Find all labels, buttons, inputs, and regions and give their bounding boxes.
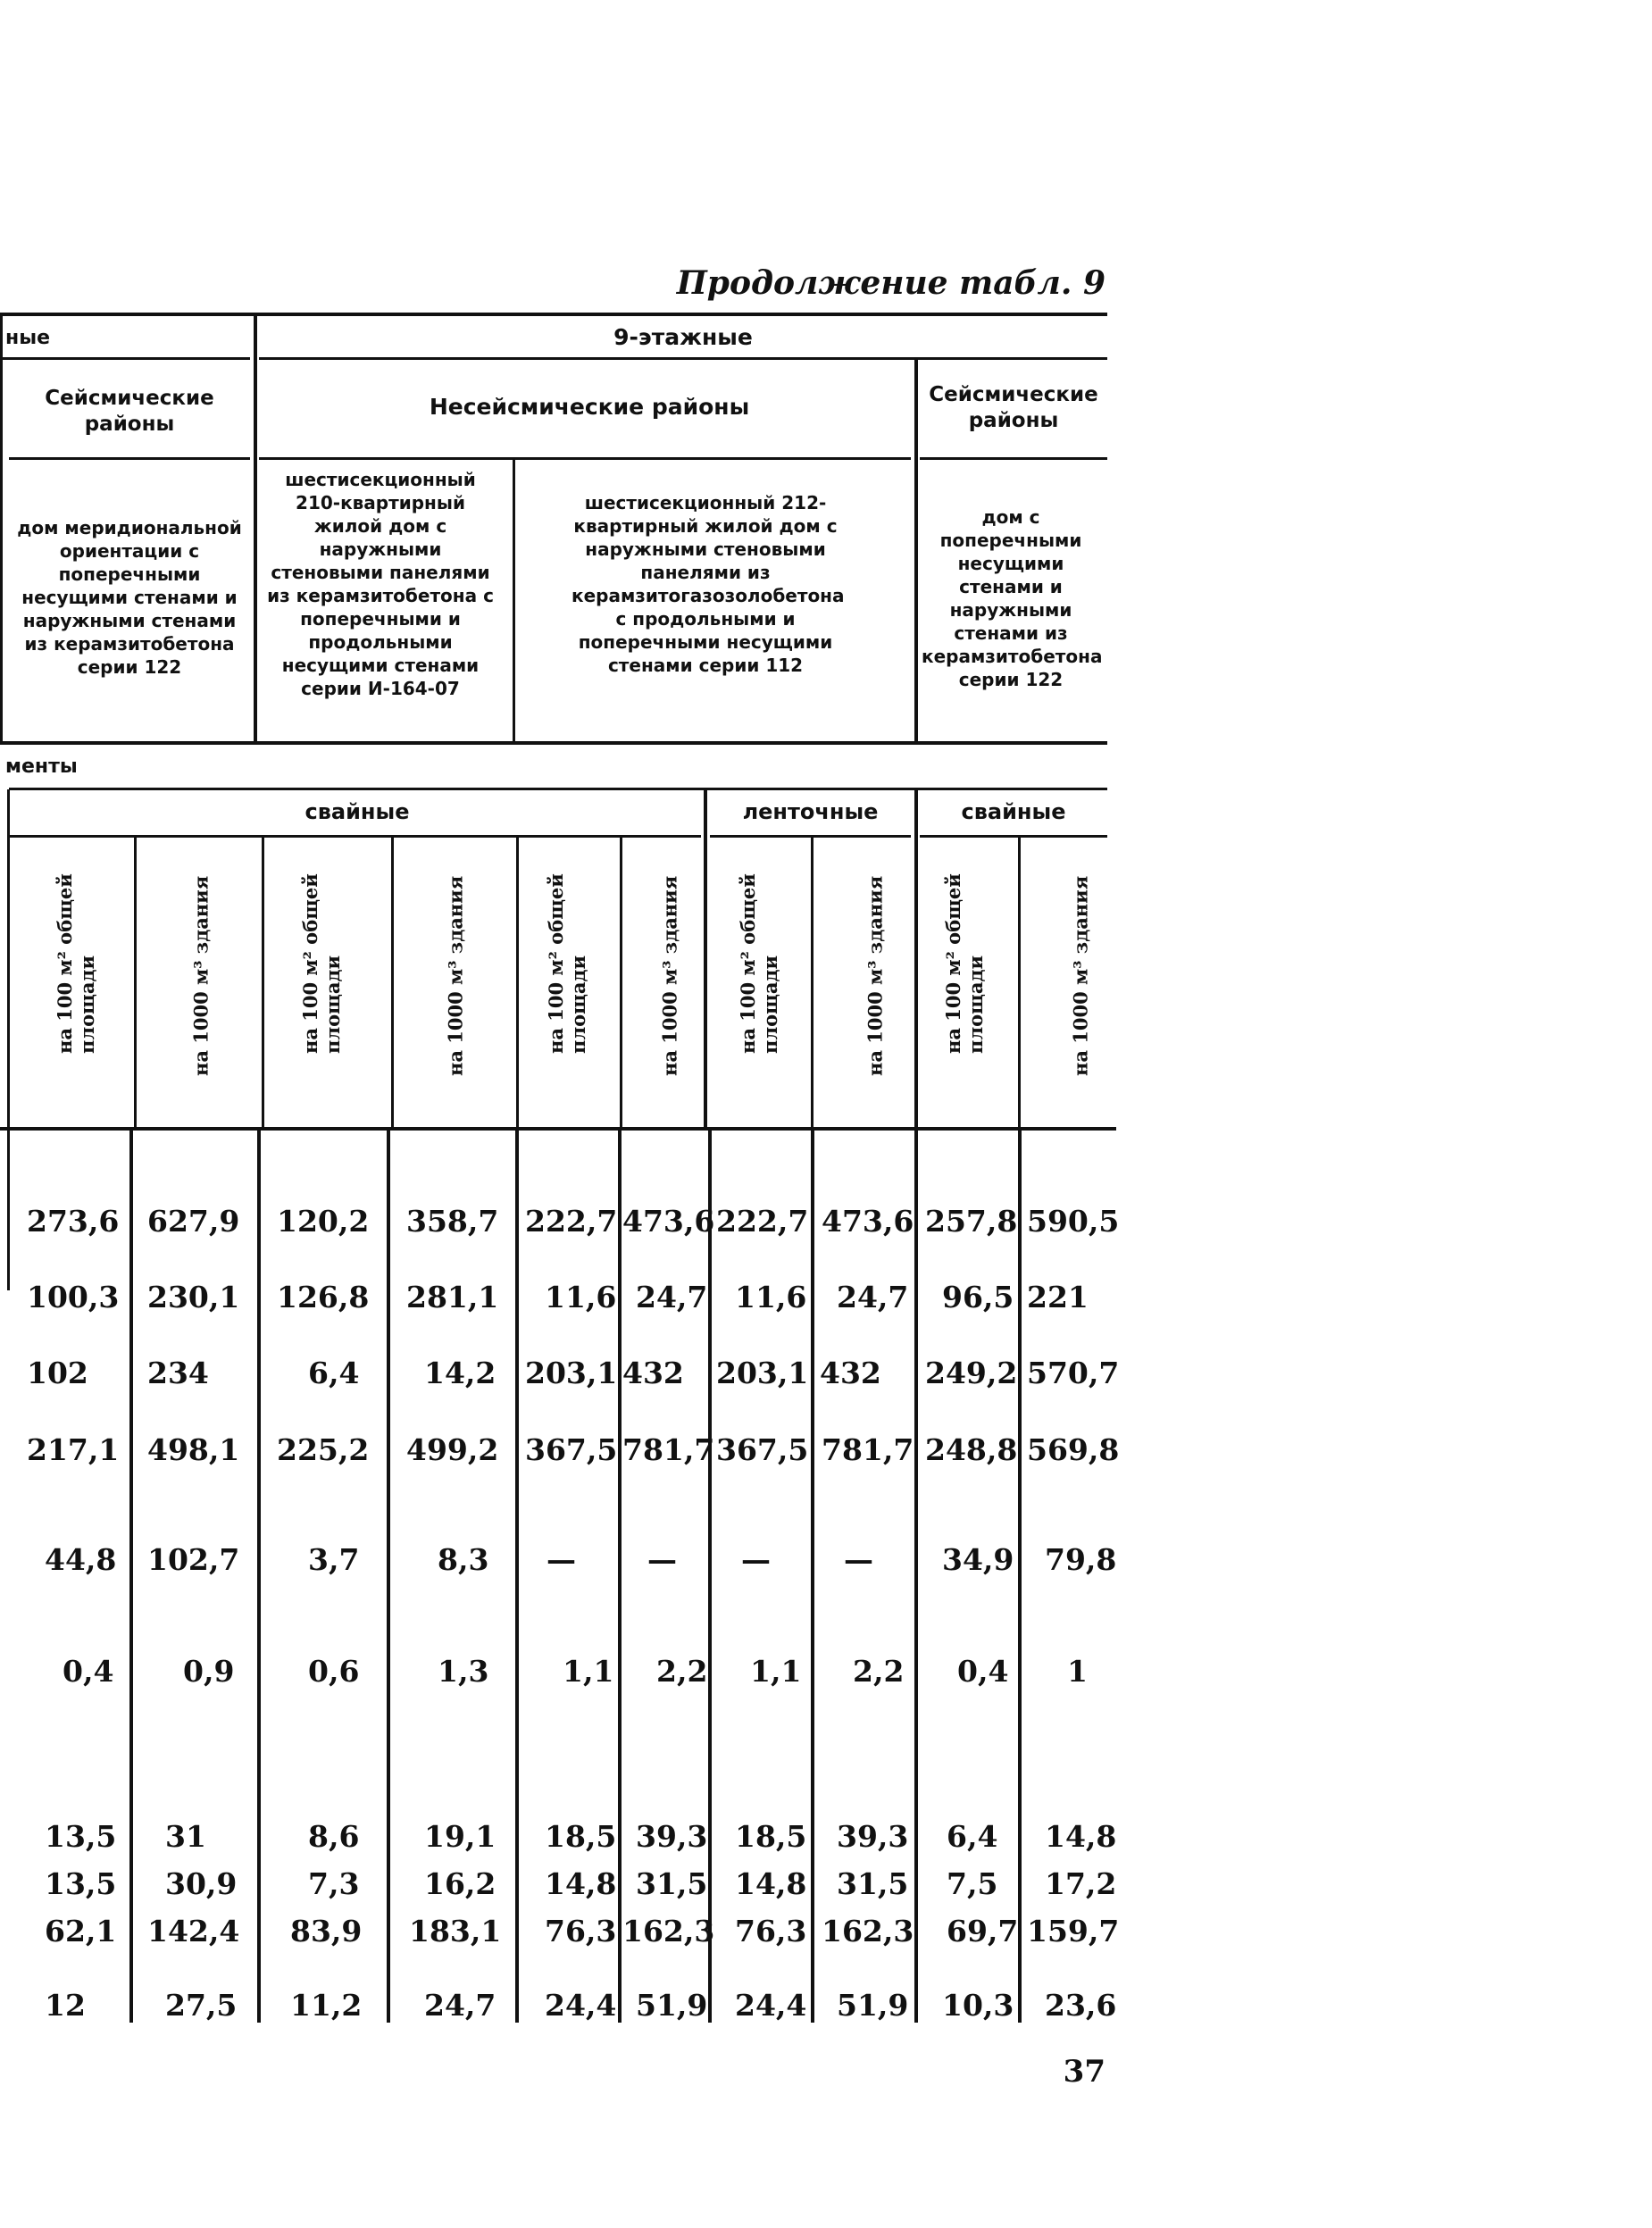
table-cell: 1 [1067, 1654, 1088, 1689]
rule [516, 837, 519, 1129]
table-cell: 12 [45, 1988, 86, 2023]
table-cell: 13,5 [45, 1819, 117, 1854]
col-header-4: на 1000 м³ здания [444, 875, 467, 1076]
col-header-10: на 1000 м³ здания [1069, 875, 1092, 1076]
table-cell: 203,1 [525, 1356, 618, 1390]
rule [704, 789, 707, 1129]
rule [914, 789, 918, 1129]
table-cell: 1,1 [563, 1654, 614, 1689]
rule [9, 788, 1107, 790]
table-cell: 225,2 [277, 1432, 370, 1467]
description-4: дом с поперечными несущими стенами и наружными стенами из керамзитобетона серии 122 [922, 506, 1103, 690]
col-header-6: на 1000 м³ здания [658, 875, 681, 1076]
table-cell: 16,2 [424, 1866, 496, 1901]
left-fragment-mid: менты [5, 755, 78, 778]
table-cell: 273,6 [27, 1204, 120, 1239]
table-cell: 162,3 [622, 1914, 715, 1948]
description-1: дом меридиональной ориентации с поперечными несущими стенами и наружными стенами из керамзитобетона серии 122 [17, 517, 242, 678]
table-cell: 18,5 [545, 1819, 617, 1854]
rule [1018, 837, 1021, 1129]
table-cell: 30,9 [165, 1866, 238, 1901]
rule [515, 1130, 519, 2023]
col-header-2: на 1000 м³ здания [189, 875, 213, 1076]
table-cell: 31 [165, 1819, 206, 1854]
table-cell: 62,1 [45, 1914, 117, 1948]
table-cell: 51,9 [636, 1988, 708, 2023]
left-fragment-top: ные [5, 327, 51, 349]
table-cell: 221 [1027, 1280, 1089, 1314]
foundation-header-2: ленточные [742, 799, 879, 824]
table-cell: 230,1 [147, 1280, 240, 1314]
table-cell: 14,8 [735, 1866, 807, 1901]
table-cell: 14,8 [545, 1866, 617, 1901]
rule [134, 837, 137, 1129]
rule [0, 313, 1107, 316]
foundation-header-1: свайные [305, 799, 410, 824]
col-header-1: на 100 м² общей площади [53, 872, 98, 1054]
table-cell: 0,6 [308, 1654, 360, 1689]
table-cell: 569,8 [1027, 1432, 1120, 1467]
description-3: шестисекционный 212-квартирный жилой дом с наружными стеновыми панелями из керамзитогазозолобетона с продольными и поперечными несущими стенами серии 112 [572, 492, 845, 676]
rule [914, 359, 918, 743]
table-cell: 126,8 [277, 1280, 370, 1314]
table-cell: 120,2 [277, 1204, 370, 1239]
rule [7, 1130, 10, 1290]
table-cell: 76,3 [735, 1914, 807, 1948]
rule [262, 837, 264, 1129]
rule [0, 1127, 1116, 1131]
table-cell: 217,1 [27, 1432, 120, 1467]
table-cell: 31,5 [837, 1866, 909, 1901]
table-cell: — [741, 1542, 771, 1577]
table-cell: 627,9 [147, 1204, 240, 1239]
table-cell: 257,8 [925, 1204, 1018, 1239]
table-cell: 473,6 [622, 1204, 715, 1239]
rule [259, 357, 1107, 360]
table-cell: 83,9 [290, 1914, 363, 1948]
table-cell: 367,5 [525, 1432, 618, 1467]
table-cell: 358,7 [406, 1204, 499, 1239]
table-cell: 281,1 [406, 1280, 499, 1314]
table-cell: 24,7 [837, 1280, 909, 1314]
table-cell: 18,5 [735, 1819, 807, 1854]
table-cell: 499,2 [406, 1432, 499, 1467]
table-cell: 234 [147, 1356, 209, 1390]
table-cell: 31,5 [636, 1866, 708, 1901]
table-cell: 222,7 [716, 1204, 809, 1239]
table-cell: 432 [622, 1356, 684, 1390]
rule [620, 837, 622, 1129]
table-cell: 1,3 [438, 1654, 489, 1689]
description-2: шестисекционный 210-квартирный жилой дом с наружными стеновыми панелями из керамзитобетона с поперечными и продольными несущими стенами серии И-164-07 [267, 469, 494, 699]
table-cell: 1,1 [750, 1654, 802, 1689]
table-cell: 0,9 [183, 1654, 235, 1689]
rule [0, 314, 3, 743]
table-cell: 142,4 [147, 1914, 240, 1948]
table-cell: 498,1 [147, 1432, 240, 1467]
table-cell: 102,7 [147, 1542, 240, 1577]
rule [9, 835, 701, 838]
table-cell: 0,4 [957, 1654, 1009, 1689]
table-cell: 24,4 [545, 1988, 617, 2023]
region-header-left: Сейсмические районы [45, 387, 214, 436]
rule [914, 1130, 918, 2023]
table-cell: 14,2 [424, 1356, 496, 1390]
table-cell: 432 [820, 1356, 881, 1390]
table-cell: 69,7 [947, 1914, 1019, 1948]
table-cell: 590,5 [1027, 1204, 1120, 1239]
table-cell: 248,8 [925, 1432, 1018, 1467]
table-cell: 162,3 [822, 1914, 914, 1948]
table-cell: 39,3 [636, 1819, 708, 1854]
table-cell: 14,8 [1045, 1819, 1117, 1854]
table-cell: 51,9 [837, 1988, 909, 2023]
table-cell: 7,5 [947, 1866, 998, 1901]
table-cell: 222,7 [525, 1204, 618, 1239]
table-cell: 24,7 [636, 1280, 708, 1314]
rule [9, 457, 250, 460]
table-cell: 76,3 [545, 1914, 617, 1948]
table-cell: 100,3 [27, 1280, 120, 1314]
table-cell: 24,4 [735, 1988, 807, 2023]
table-cell: 249,2 [925, 1356, 1018, 1390]
table-cell: 34,9 [942, 1542, 1014, 1577]
rule [513, 457, 515, 743]
rule [254, 314, 257, 743]
table-cell: 17,2 [1045, 1866, 1117, 1901]
rule [7, 789, 10, 1129]
rule [811, 837, 813, 1129]
table-cell: 44,8 [45, 1542, 117, 1577]
rule [920, 457, 1107, 460]
table-cell: 79,8 [1045, 1542, 1117, 1577]
region-header-right: Сейсмические районы [929, 383, 1098, 432]
rule [391, 837, 394, 1129]
table-cell: — [546, 1542, 576, 1577]
table-cell: 3,7 [308, 1542, 360, 1577]
table-cell: 6,4 [947, 1819, 998, 1854]
table-cell: 6,4 [308, 1356, 360, 1390]
col-header-8: на 1000 м³ здания [864, 875, 887, 1076]
table-cell: 8,3 [438, 1542, 489, 1577]
table-cell: 27,5 [165, 1988, 238, 2023]
rule [257, 1130, 261, 2023]
table-cell: 367,5 [716, 1432, 809, 1467]
table-cell: 0,4 [63, 1654, 114, 1689]
rule [259, 457, 911, 460]
table-cell: 781,7 [622, 1432, 715, 1467]
table-cell: 2,2 [853, 1654, 905, 1689]
rule [387, 1130, 390, 2023]
table-cell: 2,2 [656, 1654, 708, 1689]
table-cell: 96,5 [942, 1280, 1014, 1314]
table-cell: 570,7 [1027, 1356, 1120, 1390]
table-caption: Продолжение табл. 9 [676, 264, 1106, 302]
col-header-5: на 100 м² общей площади [544, 872, 589, 1054]
table-cell: 10,3 [942, 1988, 1014, 2023]
rule [0, 741, 1107, 745]
rule [811, 1130, 814, 2023]
region-header-middle: Несейсмические районы [429, 394, 750, 420]
col-header-3: на 100 м² общей площади [298, 872, 344, 1054]
table-cell: 11,6 [545, 1280, 617, 1314]
rule [708, 1130, 712, 2023]
table-cell: 102 [27, 1356, 88, 1390]
table-cell: — [647, 1542, 677, 1577]
rule [1018, 1130, 1022, 2023]
table-cell: 11,6 [735, 1280, 807, 1314]
table-cell: 183,1 [409, 1914, 502, 1948]
table-cell: 24,7 [424, 1988, 496, 2023]
table-cell: 7,3 [308, 1866, 360, 1901]
table-cell: 159,7 [1027, 1914, 1120, 1948]
rule [618, 1130, 622, 2023]
col-header-9: на 100 м² общей площади [941, 872, 987, 1054]
table-cell: 13,5 [45, 1866, 117, 1901]
table-cell: 8,6 [308, 1819, 360, 1854]
group-header: 9-этажные [613, 324, 753, 350]
table-cell: 23,6 [1045, 1988, 1117, 2023]
table-cell: 473,6 [822, 1204, 914, 1239]
table-cell: — [844, 1542, 873, 1577]
col-header-7: на 100 м² общей площади [736, 872, 781, 1054]
table-cell: 39,3 [837, 1819, 909, 1854]
table-cell: 203,1 [716, 1356, 809, 1390]
page-number: 37 [1063, 2054, 1106, 2090]
table-cell: 781,7 [822, 1432, 914, 1467]
rule [129, 1130, 133, 2023]
table-cell: 11,2 [290, 1988, 363, 2023]
table-cell: 19,1 [424, 1819, 496, 1854]
foundation-header-3: свайные [961, 799, 1066, 824]
rule [0, 357, 250, 360]
